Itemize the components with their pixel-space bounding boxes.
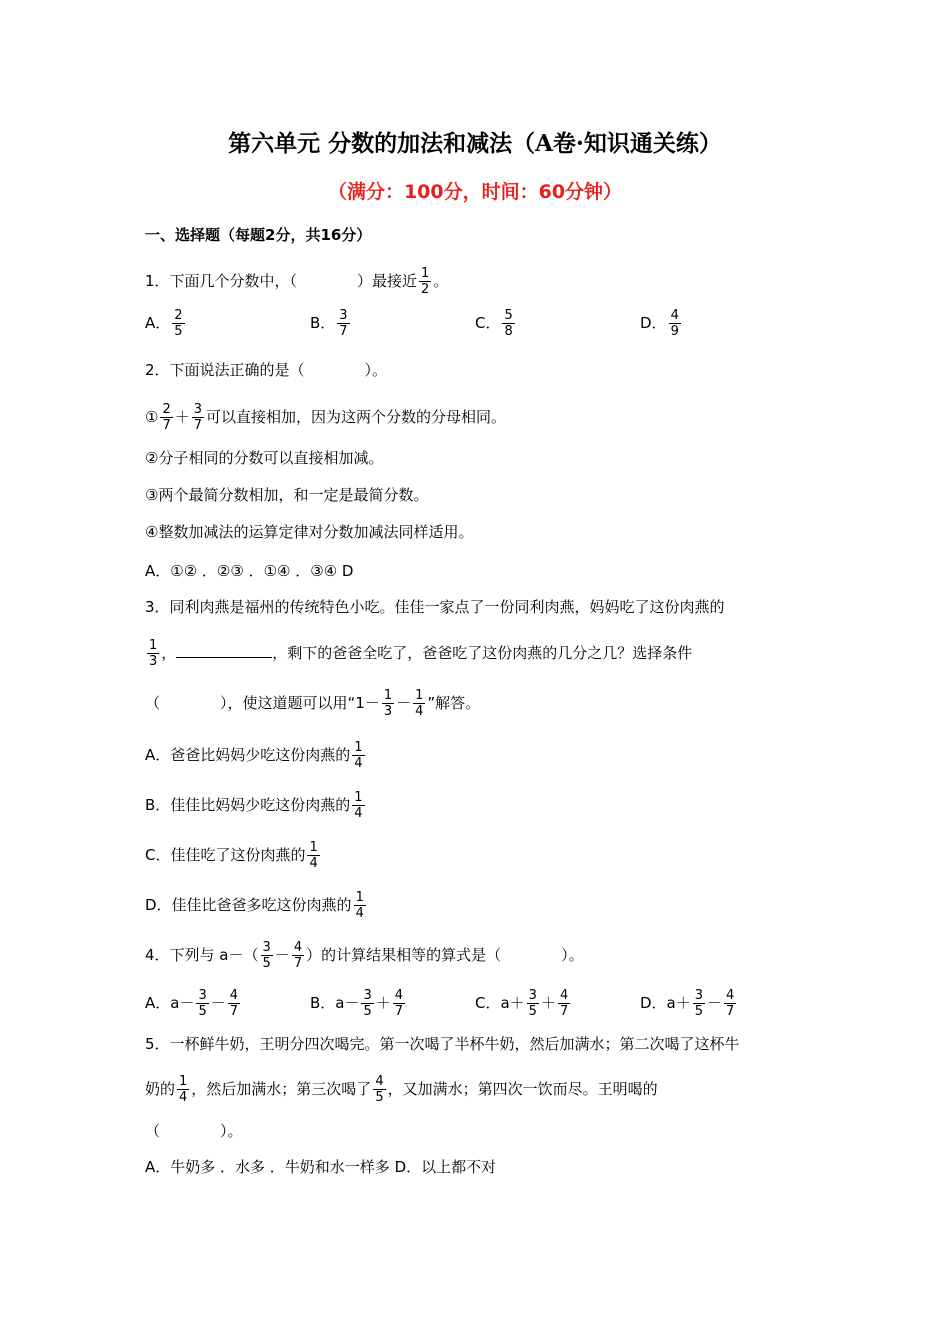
q4-option-b: B．a－ $\frac{3}{5}$ ＋ $\frac{4}{7}$ [310,988,404,1019]
question-3-line2: $\frac{1}{3}$ ， ，剩下的爸爸全吃了，爸爸吃了这份肉燕的几分之几？选择条件 [149,638,693,669]
q4-option-c: C．a＋ $\frac{3}{5}$ ＋ $\frac{4}{7}$ [475,988,569,1019]
q5-options: A．牛奶多 ．水多 ．牛奶和水一样多 D．以上都不对 [145,1158,497,1176]
q1-option-c: C． $\frac{5}{8}$ [475,308,513,339]
question-4-stem: 4．下列与 a－（ $\frac{3}{5}$ － $\frac{4}{7}$ ）的计算结果相等的算式是（ ）。 [145,940,584,971]
q2-statement-2: ②分子相同的分数可以直接相加减。 [145,449,384,467]
q2-statement-1: ① $\frac{2}{7}$ ＋ $\frac{3}{7}$ 可以直接相加，因为这两个分数的分母相同。 [145,402,507,433]
q4-option-a: A．a－ $\frac{3}{5}$ － $\frac{4}{7}$ [145,988,239,1019]
question-3-stem: 3．同利肉燕是福州的传统特色小吃。佳佳一家点了一份同利肉燕，妈妈吃了这份肉燕的 [145,598,725,616]
section-heading: 一、选择题（每题2分，共16分） [145,226,372,244]
question-5-stem: 5．一杯鲜牛奶，王明分四次喝完。第一次喝了半杯牛奶，然后加满水；第二次喝了这杯牛 [145,1035,740,1053]
q1-option-a: A． $\frac{2}{5}$ [145,308,183,339]
q3-option-c: C．佳佳吃了这份肉燕的 $\frac{1}{4}$ [145,840,318,871]
question-5-line3: （ ）。 [145,1122,243,1140]
answer-blank [176,643,272,658]
q3-option-d: D．佳佳比爸爸多吃这份肉燕的 $\frac{1}{4}$ [145,890,364,921]
question-1-stem: 1．下面几个分数中，（ ）最接近 $\frac{1}{2}$ 。 [145,266,449,297]
question-5-line2: 奶的 $\frac{1}{4}$ ，然后加满水；第三次喝了 $\frac{4}{5}$ ，又加满水；第四次一饮而尽。王明喝的 [145,1074,658,1105]
q2-statement-4: ④整数加减法的运算定律对分数加减法同样适用。 [145,523,474,541]
q2-statement-3: ③两个最简分数相加，和一定是最简分数。 [145,486,429,504]
question-3-line3: （ ），使这道题可以用“1－ $\frac{1}{3}$ － $\frac{1}{4}$ ”解答。 [145,688,481,719]
question-2-stem: 2．下面说法正确的是（ ）。 [145,361,388,379]
fraction: $\frac{1}{2}$ [421,266,430,297]
q3-option-a: A．爸爸比妈妈少吃这份肉燕的 $\frac{1}{4}$ [145,740,363,771]
q1-option-d: D． $\frac{4}{9}$ [640,308,679,339]
q2-options: A．①② ．②③ ．①④ ．③④ D [145,562,354,580]
exam-info: （满分：100分，时间：60分钟） [327,181,623,203]
q4-option-d: D．a＋ $\frac{3}{5}$ － $\frac{4}{7}$ [640,988,735,1019]
q1-option-b: B． $\frac{3}{7}$ [310,308,348,339]
page-title: 第六单元 分数的加法和减法（A卷·知识通关练） [228,130,722,157]
q3-option-b: B．佳佳比妈妈少吃这份肉燕的 $\frac{1}{4}$ [145,790,363,821]
